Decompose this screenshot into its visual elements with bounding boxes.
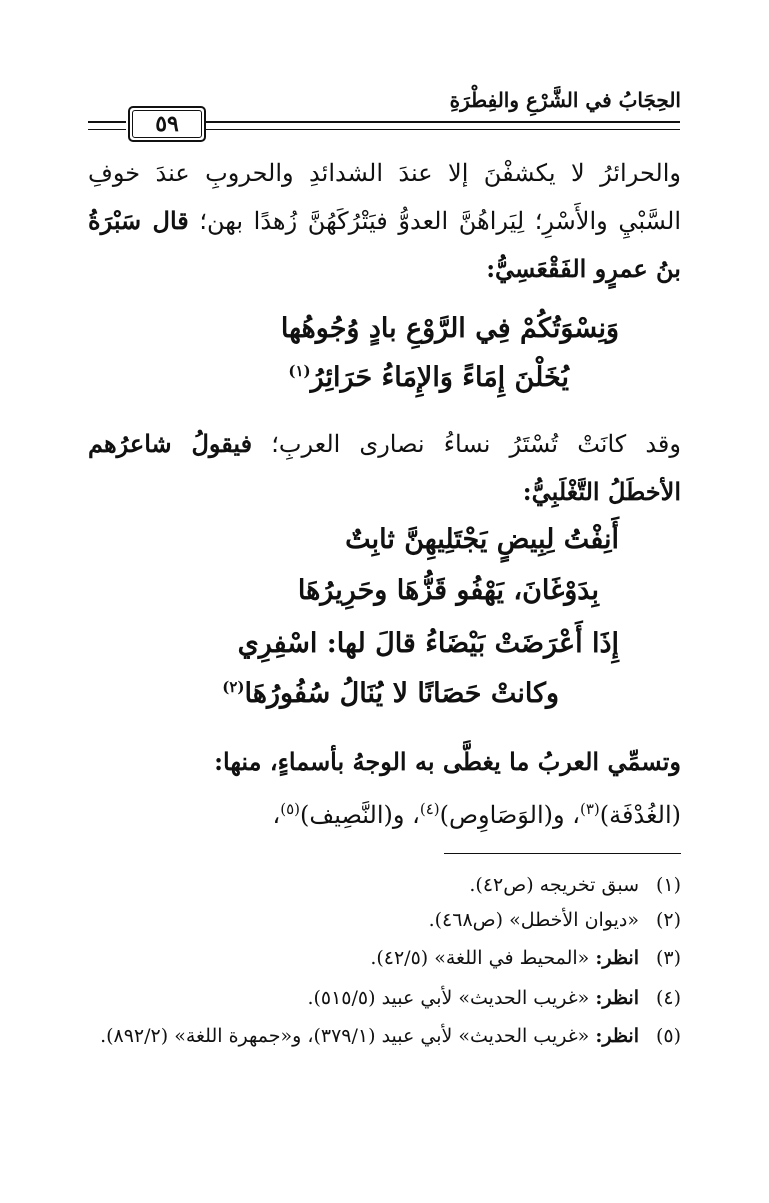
verse-2-line-1: أَنِفْتُ لِبِيضٍ يَجْتَلِيهِنَّ ثابِتٌ (345, 524, 619, 555)
paragraph-3-tail: ، (272, 801, 281, 829)
paragraph-3-bold: وتسمِّي العربُ ما يغطَّى به الوجهُ بأسماءٍ، منها: (214, 747, 681, 776)
paragraph-1-text: والحرائرُ لا يكشفْنَ إلا عندَ الشدائدِ والحروبِ عندَ خوفِ السَّبْيِ والأَسْرِ؛ لِيَراهُنَّ العدوُّ فيَتْرُكَهُنَّ زُهدًا بهن؛ (88, 159, 681, 235)
footnote-2 (88, 904, 681, 937)
footnote-1-number: (١) (655, 874, 681, 896)
paragraph-2-bold: فيقولُ شاعرُهم الأخطَلُ التَّغْلَبِيُّ: (88, 429, 681, 506)
footnote-5-text: «غريب الحديث» لأبي عبيد (٣٧٩/١)، و«جمهرة اللغة» (٨٩٢/٢). (100, 1025, 590, 1047)
running-title: الحِجَابُ في الشَّرْعِ والفِطْرَةِ (449, 88, 681, 112)
paragraph-1 (88, 150, 681, 293)
footnote-2-number: (٢) (655, 909, 681, 931)
footnote-ref-4: (٤) (419, 800, 440, 818)
verse-1-line-2-text: يُخَلْنَ إِمَاءً وَالإِمَاءُ حَرَائِرُ (310, 362, 569, 393)
footnote-5-number: (٥) (655, 1025, 681, 1047)
term-ghudfa: (الغُدْفَة) (599, 801, 681, 829)
verse-2-line-4 (222, 678, 559, 709)
footnote-3 (88, 942, 681, 975)
term-wasawis: ، و(الوَصَاوِص) (439, 801, 580, 829)
footnote-1-text: سبق تخريجه (ص٤٢). (469, 874, 639, 896)
footnote-3-text: «المحيط في اللغة» (٤٢/٥). (370, 947, 590, 969)
footnote-2-text: «ديوان الأخطل» (ص٤٦٨). (428, 909, 639, 931)
footnote-ref-5: (٥) (280, 800, 301, 818)
page-number: ٥٩ (128, 106, 206, 142)
footnote-separator (444, 853, 681, 854)
footnote-ref-2: (٢) (222, 678, 245, 696)
paragraph-2-text: وقد كانَتْ تُسْتَرُ نساءُ نصارى العربِ؛ (271, 430, 681, 458)
footnote-3-bold: انظر: (595, 947, 639, 969)
paragraph-2 (88, 420, 681, 516)
header-rule-right (206, 121, 680, 130)
term-nasif: ، و(النَّصِيف) (300, 801, 420, 829)
paragraph-3 (88, 738, 681, 839)
footnote-4-bold: انظر: (595, 987, 639, 1009)
verse-2-line-4-text: وكانتْ حَصَانًا لا يُنَالُ سُفُورُهَا (244, 678, 559, 709)
footnote-5-bold: انظر: (595, 1025, 639, 1047)
verse-1-line-1: وَنِسْوَتُكُمْ فِي الرَّوْعِ بادٍ وُجُوهُها (280, 313, 619, 344)
footnote-1 (88, 869, 681, 902)
verse-2-line-2: بِدَوْغَانَ، يَهْفُو قَزُّهَا وحَرِيرُهَا (297, 575, 599, 606)
paragraph-1-bold: قال سَبْرَةُ بنُ عمرٍو الفَقْعَسِيُّ: (88, 206, 681, 283)
footnote-ref-1: (١) (288, 362, 311, 380)
footnote-3-number: (٣) (655, 947, 681, 969)
footnote-5 (88, 1020, 681, 1053)
verse-2-line-3: إِذَا أَعْرَضَتْ بَيْضَاءُ قالَ لها: اسْفِرِي (237, 628, 619, 659)
footnote-4-text: «غريب الحديث» لأبي عبيد (٥١٥/٥). (307, 987, 590, 1009)
footnote-ref-3: (٣) (579, 800, 600, 818)
footnote-4-number: (٤) (655, 987, 681, 1009)
footnote-4 (88, 982, 681, 1015)
header-rule-left (88, 121, 126, 130)
verse-1-line-2 (288, 362, 569, 393)
